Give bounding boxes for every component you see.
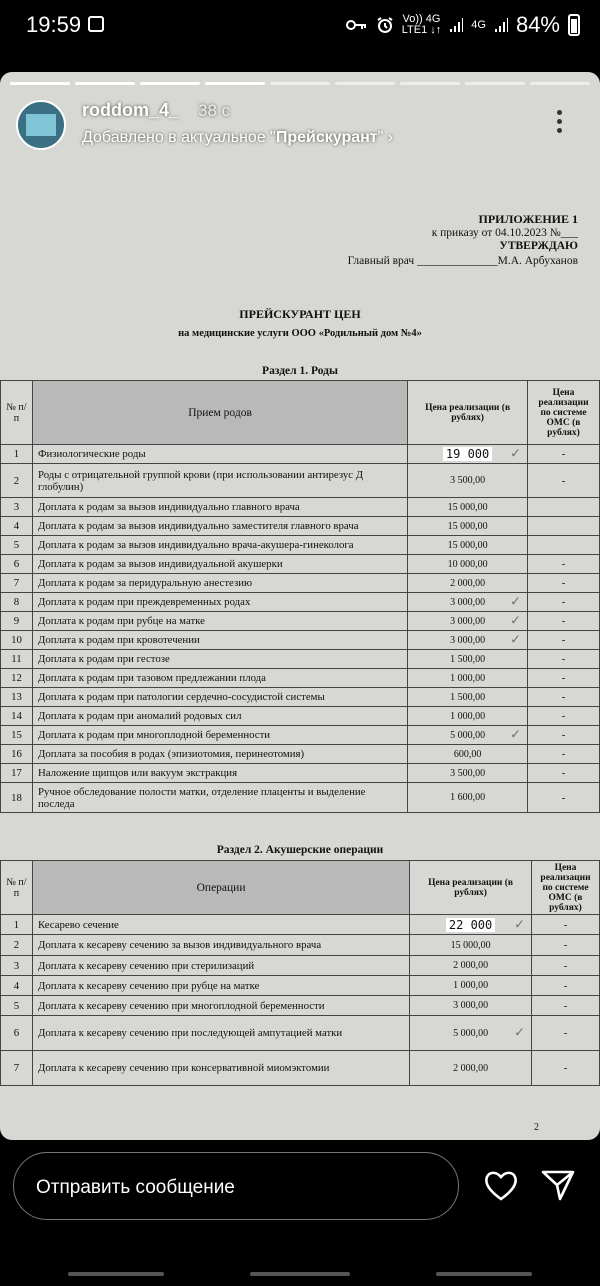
service-price	[408, 783, 528, 813]
progress-segment	[10, 82, 70, 85]
oms-price: -	[528, 745, 600, 764]
service-price	[408, 464, 528, 498]
message-placeholder: Отправить сообщение	[36, 1177, 235, 1198]
oms-price: -	[528, 707, 600, 726]
service-name: Доплата к родам при гестозе	[32, 650, 407, 669]
table-row	[1, 612, 600, 631]
service-name: Доплата к родам за вызов индивидуальной акушерки	[32, 555, 407, 574]
price-text: 3 500,00	[450, 767, 486, 779]
service-price	[408, 631, 528, 650]
price-text: 15 000,00	[447, 520, 488, 532]
oms-price: -	[528, 650, 600, 669]
service-name: Доплата к кесареву сечению при многоплодной беременности	[32, 996, 409, 1016]
table-header-row	[1, 861, 600, 915]
oms-price: -	[528, 688, 600, 707]
oms-price: -	[528, 764, 600, 783]
story-username[interactable]: roddom_4_	[82, 100, 180, 120]
status-bar	[0, 0, 600, 52]
handwritten-price: 22 000	[446, 918, 495, 932]
row-number: 5	[1, 536, 33, 555]
progress-segment	[75, 82, 135, 85]
checkmark-icon: ✓	[510, 594, 521, 610]
send-icon[interactable]	[540, 1168, 576, 1202]
checkmark-icon: ✓	[514, 1025, 525, 1041]
col-oms-header: Цена реализации по системе ОМС (в рублях)	[528, 381, 600, 445]
price-list-document	[0, 202, 600, 1140]
key-icon	[346, 18, 368, 32]
progress-segment	[465, 82, 525, 85]
row-number: 12	[1, 669, 33, 688]
order-line: к приказу от 04.10.2023 №___	[431, 227, 578, 239]
price-text: 3 000,00	[450, 615, 486, 627]
price-text: 1 000,00	[450, 672, 486, 684]
service-price	[408, 745, 528, 764]
approve-label: УТВЕРЖДАЮ	[499, 240, 578, 252]
section1-table	[0, 380, 600, 813]
service-name: Доплата к родам при рубце на матке	[32, 612, 407, 631]
service-name: Доплата к кесареву сечению при консервативной миомэктомии	[32, 1051, 409, 1086]
table-row	[1, 764, 600, 783]
row-number: 3	[1, 956, 33, 976]
table-row	[1, 1051, 600, 1086]
service-name: Доплата к родам за вызов индивидуально заместителя главного врача	[32, 517, 407, 536]
table-row	[1, 445, 600, 464]
nav-recent-gesture[interactable]	[436, 1272, 532, 1276]
oms-price: -	[528, 726, 600, 745]
service-name: Доплата к родам при преждевременных родах	[32, 593, 407, 612]
service-price	[410, 976, 532, 996]
service-price	[410, 915, 532, 935]
oms-price: -	[528, 593, 600, 612]
service-price	[408, 669, 528, 688]
row-number: 4	[1, 517, 33, 536]
table-row	[1, 650, 600, 669]
col-name-header: Прием родов	[32, 381, 407, 445]
document-subtitle: на медицинские услуги ООО «Родильный дом №4»	[178, 328, 422, 339]
progress-segment	[400, 82, 460, 85]
progress-segment	[270, 82, 330, 85]
row-number: 10	[1, 631, 33, 650]
heart-icon[interactable]	[483, 1168, 519, 1202]
oms-price: -	[531, 956, 599, 976]
highlight-link[interactable]	[82, 129, 393, 147]
oms-price: -	[528, 612, 600, 631]
row-number: 4	[1, 976, 33, 996]
service-price	[408, 517, 528, 536]
price-text: 1 600,00	[450, 792, 486, 803]
price-text: 5 000,00	[453, 1027, 489, 1039]
section2-table	[0, 860, 600, 1086]
table-header-row	[1, 381, 600, 445]
service-price	[408, 707, 528, 726]
table-row	[1, 956, 600, 976]
page-number: 2	[534, 1122, 539, 1133]
table-row	[1, 536, 600, 555]
section2-rows	[1, 915, 600, 1086]
row-number: 15	[1, 726, 33, 745]
service-price	[410, 996, 532, 1016]
row-number: 7	[1, 574, 33, 593]
service-price	[408, 764, 528, 783]
service-name: Доплата к кесареву сечению при последующей ампутацией матки	[32, 1016, 409, 1051]
progress-segment	[530, 82, 590, 85]
service-name: Физиологические роды	[32, 445, 407, 464]
service-price	[408, 498, 528, 517]
document-title: ПРЕЙСКУРАНТ ЦЕН	[239, 307, 361, 321]
oms-price: -	[528, 445, 600, 464]
price-text: 3 000,00	[450, 596, 486, 608]
table-row	[1, 464, 600, 498]
col-name-header: Операции	[32, 861, 409, 915]
service-price	[410, 1051, 532, 1086]
chief-doctor-line: Главный врач ______________М.А. Арбуханов	[347, 255, 578, 267]
service-name: Доплата к родам при патологии сердечно-сосудистой системы	[32, 688, 407, 707]
service-name: Доплата к кесареву сечению при стерилизаций	[32, 956, 409, 976]
oms-price	[528, 517, 600, 536]
table-row	[1, 555, 600, 574]
service-name: Доплата за пособия в родах (эпизиотомия, перинеотомия)	[32, 745, 407, 764]
oms-price: -	[531, 1051, 599, 1086]
section1-title: Раздел 1. Роды	[262, 365, 338, 377]
status-icons	[346, 12, 580, 38]
battery-level: 84%	[515, 12, 560, 37]
progress-segment	[140, 82, 200, 85]
table-row	[1, 707, 600, 726]
oms-price: -	[531, 935, 599, 956]
row-number: 1	[1, 445, 33, 464]
table-row	[1, 593, 600, 612]
battery-icon	[568, 14, 580, 36]
oms-price: -	[528, 669, 600, 688]
price-text: 600,00	[453, 748, 482, 760]
col-price-header: Цена реализации (в рублях)	[408, 381, 528, 445]
price-text: 2 000,00	[453, 1062, 489, 1074]
oms-price: -	[528, 783, 600, 813]
service-price	[408, 445, 528, 464]
col-num-header: № п/п	[1, 861, 33, 915]
row-number: 8	[1, 593, 33, 612]
service-price	[408, 612, 528, 631]
service-name: Доплата к родам при кровотечении	[32, 631, 407, 650]
col-price-header: Цена реализации (в рублях)	[410, 861, 532, 915]
highlight-prefix: Добавлено в актуальное "	[82, 129, 276, 146]
highlight-name: Прейскурант	[275, 129, 378, 146]
row-number: 14	[1, 707, 33, 726]
gallery-icon	[88, 16, 104, 32]
service-name: Доплата к кесареву сечению за вызов индивидуального врача	[32, 935, 409, 956]
signal-icon	[449, 17, 463, 33]
service-name: Наложение щипцов или вакуум экстракция	[32, 764, 407, 783]
service-price	[408, 726, 528, 745]
service-name: Доплата к родам при многоплодной беременности	[32, 726, 407, 745]
table-row	[1, 915, 600, 935]
oms-price: -	[531, 996, 599, 1016]
table-row	[1, 517, 600, 536]
network-2: 4G	[471, 18, 486, 31]
service-name: Доплата к родам при тазовом предлежании плода	[32, 669, 407, 688]
service-price	[408, 593, 528, 612]
row-number: 3	[1, 498, 33, 517]
service-price	[408, 574, 528, 593]
service-price	[408, 536, 528, 555]
checkmark-icon: ✓	[514, 917, 525, 932]
table-row	[1, 688, 600, 707]
service-name: Доплата к родам при аномалий родовых сил	[32, 707, 407, 726]
row-number: 17	[1, 764, 33, 783]
more-options-icon[interactable]	[557, 110, 563, 137]
oms-price: -	[531, 1016, 599, 1051]
avatar[interactable]	[16, 100, 66, 150]
price-text: 1 500,00	[450, 691, 486, 703]
row-number: 9	[1, 612, 33, 631]
table-row	[1, 726, 600, 745]
table-row	[1, 935, 600, 956]
oms-price: -	[528, 574, 600, 593]
service-price	[410, 956, 532, 976]
appendix-label: ПРИЛОЖЕНИЕ 1	[478, 212, 578, 226]
oms-price	[528, 536, 600, 555]
message-input[interactable]	[13, 1152, 459, 1220]
table-row	[1, 996, 600, 1016]
price-text: 15 000,00	[447, 539, 488, 551]
row-number: 16	[1, 745, 33, 764]
service-price	[408, 688, 528, 707]
section1-rows	[1, 445, 600, 813]
service-name: Ручное обследование полости матки, отделение плаценты и выделение последа	[32, 783, 407, 813]
table-row	[1, 783, 600, 813]
price-text: 1 000,00	[450, 710, 486, 722]
row-number: 7	[1, 1051, 33, 1086]
price-text: 10 000,00	[447, 558, 488, 570]
service-price	[410, 935, 532, 956]
price-text: 3 500,00	[450, 475, 486, 486]
highlight-suffix: " ›	[377, 129, 394, 146]
oms-price: -	[528, 631, 600, 650]
table-row	[1, 745, 600, 764]
price-text: 3 000,00	[450, 634, 486, 646]
table-row	[1, 1016, 600, 1051]
oms-price: -	[531, 976, 599, 996]
clock: 19:59	[26, 12, 82, 37]
price-text: 5 000,00	[450, 729, 486, 741]
row-number: 18	[1, 783, 33, 813]
checkmark-icon: ✓	[510, 632, 521, 648]
service-name: Доплата к родам за вызов индивидуально врача-акушера-гинеколога	[32, 536, 407, 555]
service-name: Доплата к родам за вызов индивидуально главного врача	[32, 498, 407, 517]
checkmark-icon: ✓	[510, 613, 521, 629]
row-number: 13	[1, 688, 33, 707]
price-text: 15 000,00	[447, 501, 488, 513]
row-number: 11	[1, 650, 33, 669]
price-text: 2 000,00	[453, 960, 489, 971]
checkmark-icon: ✓	[510, 727, 521, 743]
table-row	[1, 669, 600, 688]
col-num-header: № п/п	[1, 381, 33, 445]
service-name: Роды с отрицательной группой крови (при использовании антирезус Д глобулин)	[32, 464, 407, 498]
row-number: 2	[1, 464, 33, 498]
alarm-icon	[376, 16, 394, 34]
oms-price	[528, 498, 600, 517]
checkmark-icon: ✓	[510, 446, 521, 462]
oms-price: -	[531, 915, 599, 935]
progress-segment	[205, 82, 265, 85]
table-row	[1, 976, 600, 996]
section2-title: Раздел 2. Акушерские операции	[216, 844, 384, 856]
price-text: 1 500,00	[450, 653, 486, 665]
row-number: 2	[1, 935, 33, 956]
nav-back-gesture[interactable]	[68, 1272, 164, 1276]
table-row	[1, 631, 600, 650]
table-row	[1, 574, 600, 593]
row-number: 6	[1, 1016, 33, 1051]
row-number: 6	[1, 555, 33, 574]
story-progress	[10, 82, 590, 85]
row-number: 5	[1, 996, 33, 1016]
service-price	[408, 650, 528, 669]
row-number: 1	[1, 915, 33, 935]
service-name: Кесарево сечение	[32, 915, 409, 935]
story-age: 38 с	[198, 101, 231, 120]
signal-icon-2	[494, 17, 508, 33]
nav-home-gesture[interactable]	[250, 1272, 350, 1276]
price-text: 15 000,00	[450, 939, 491, 951]
service-price	[408, 555, 528, 574]
story-frame[interactable]	[0, 72, 600, 1140]
service-name: Доплата к кесареву сечению при рубце на матке	[32, 976, 409, 996]
progress-segment	[335, 82, 395, 85]
col-oms-header: Цена реализации по системе ОМС (в рублях)	[531, 861, 599, 915]
oms-price: -	[528, 464, 600, 498]
price-text: 2 000,00	[450, 577, 486, 589]
price-text: 1 000,00	[453, 980, 489, 991]
table-row	[1, 498, 600, 517]
network-1: Vo)) 4G LTE1 ↓↑	[401, 13, 442, 36]
handwritten-price: 19 000	[443, 447, 492, 461]
service-price	[410, 1016, 532, 1051]
price-text: 3 000,00	[453, 1000, 489, 1011]
oms-price: -	[528, 555, 600, 574]
service-name: Доплата к родам за перидуральную анестезию	[32, 574, 407, 593]
